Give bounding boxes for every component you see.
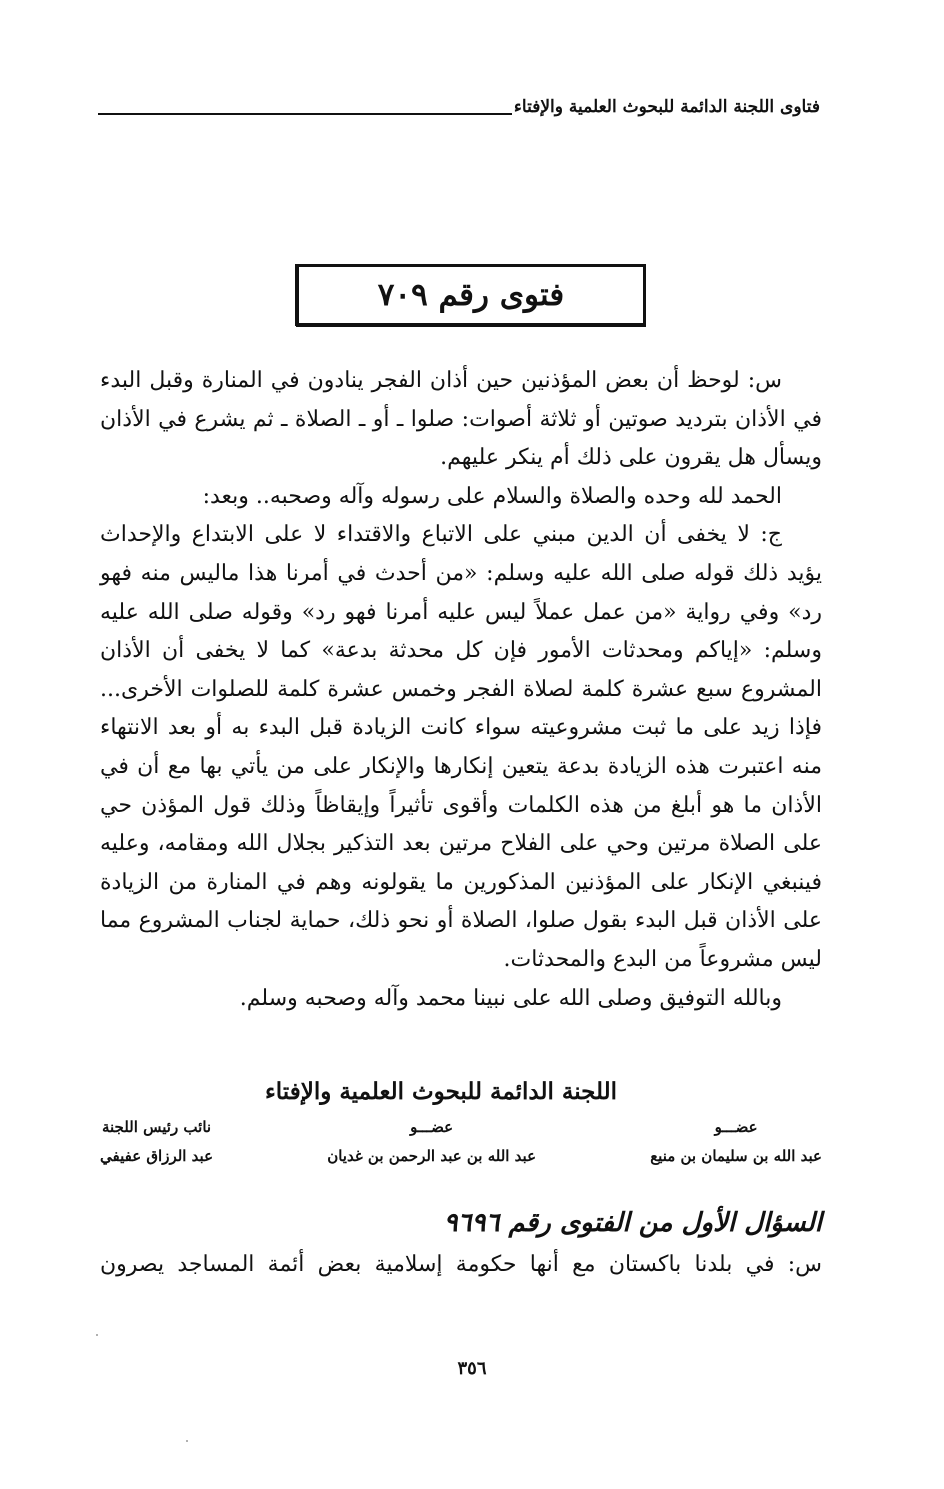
signer-name: عبد الله بن عبد الرحمن بن غديان (327, 1147, 537, 1165)
fatwa-title: فتوى رقم ٧٠٩ (377, 277, 565, 313)
next-question-heading: السؤال الأول من الفتوى رقم ٩٦٩٦ (443, 1208, 822, 1238)
header-title: فتاوى اللجنة الدائمة للبحوث العلمية والإفتاء (513, 97, 820, 117)
closing-paragraph: وبالله التوفيق وصلى الله على نبينا محمد وآله وصحبه وسلم. (239, 985, 782, 1011)
answer-paragraph: ج: لا يخفى أن الدين مبني على الاتباع والاقتداء لا على الابتداع والإحداث يؤيد ذلك قوله صلى الله عليه وسلم: «من أحدث في أمرنا هذا ماليس منه فهو رد» وفي رواية «من عمل عملاً ليس عليه أمرنا فهو رد» وقوله صلى الله عليه وسلم: «إياكم ومحدثات الأمور فإن كل محدثة بدعة» كما لا يخفى أن الأذان المشروع سبع عشرة كلمة لصلاة الفجر وخمس عشرة كلمة للصلوات الأخرى... فإذا زيد على ما ثبت مشروعيته سواء كانت الزيادة قبل البدء به أو بعد الانتهاء منه اعتبرت هذه الزيادة بدعة يتعين إنكارها والإنكار على من يأتي بها مع أن في الأذان ما هو أبلغ من هذه الكلمات وأقوى تأثيراً وإيقاظاً وذلك قول المؤذن حي على الصلاة مرتين وحي على الفلاح مرتين بعد التذكير بجلال الله ومقامه، وعليه فينبغي الإنكار على المؤذنين المذكورين ما يقولونه وهم في المنارة من الزيادة على الأذان قبل البدء بقول صلوا، الصلاة أو نحو ذلك، حماية لجناب المشروع مما ليس مشروعاً من البدع والمحدثات. (100, 522, 822, 972)
signer-name: عبد الله بن سليمان بن منيع (650, 1147, 822, 1165)
fatwa-title-box (296, 264, 646, 326)
header-rule (98, 113, 512, 115)
opening-paragraph: الحمد لله وحده والصلاة والسلام على رسوله وآله وصحبه.. وبعد: (202, 483, 782, 509)
signer-role: نائب رئيس اللجنة (101, 1118, 212, 1136)
signatories (100, 1118, 822, 1166)
signer-name: عبد الرزاق عفيفي (100, 1147, 214, 1165)
scan-speck (96, 1334, 98, 1336)
signer (327, 1118, 536, 1166)
signer (650, 1118, 822, 1166)
page-number: ٣٥٦ (457, 1358, 487, 1379)
next-question-line: س: في بلدنا باكستان مع أنها حكومة إسلامية بعض أئمة المساجد يصرون (100, 1252, 822, 1277)
running-header (98, 96, 820, 118)
signer-role: عضـــو (714, 1118, 758, 1136)
signer-role: عضـــو (410, 1118, 454, 1136)
scan-speck (186, 1440, 188, 1442)
committee-name: اللجنة الدائمة للبحوث العلمية والإفتاء (264, 1078, 618, 1105)
signer (100, 1118, 213, 1166)
question-paragraph: س: لوحظ أن بعض المؤذنين حين أذان الفجر ينادون في المنارة وقبل البدء في الأذان بترديد صوتين أو ثلاثة أصوات: صلوا ـ أو ـ الصلاة ـ ثم يشرع في الأذان ويسأل هل يقرون على ذلك أم ينكر عليهم. (100, 368, 822, 471)
fatwa-body (100, 362, 822, 1018)
